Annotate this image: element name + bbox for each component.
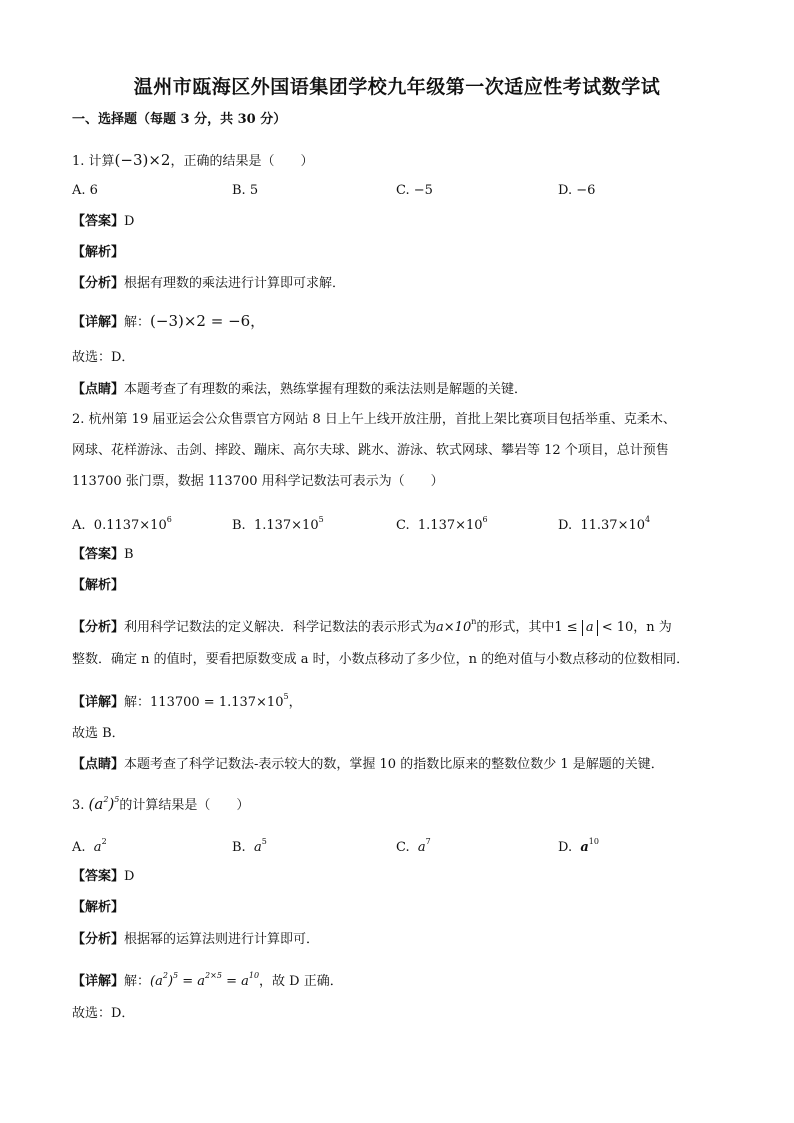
q1-fenxi: 【分析】根据有理数的乘法进行计算即可求解． xyxy=(72,276,346,291)
q3-option-b: B. $a^5$ xyxy=(232,837,267,855)
q2-detail: 【详解】解：$113700 = 1.137\times 10^5$， xyxy=(72,692,302,710)
q1-stem: 1. 计算(−3)×2，正确的结果是（ ） xyxy=(72,151,314,169)
q2-option-c: C. $1.137\times 10^6$ xyxy=(396,515,488,533)
q3-options xyxy=(72,832,732,855)
q2-option-a: A. $0.1137\times 10^6$ xyxy=(72,515,172,533)
q1-choose: 故选：D． xyxy=(72,350,135,365)
q3-choose: 故选：D． xyxy=(72,1006,135,1021)
q1-option-a: A. 6 xyxy=(72,183,98,198)
q3-option-c: C. $a^7$ xyxy=(396,837,431,855)
q2-option-b: B. $1.137\times 10^5$ xyxy=(232,515,324,533)
q3-option-a: A. $a^2$ xyxy=(72,837,107,855)
q1-answer: 【答案】D xyxy=(72,214,135,229)
q3-detail: 【详解】解：$(a^2)^5 = a^{2\times 5} = a^{10}$，故 D 正确． xyxy=(72,971,343,989)
q3-analysis-label: 【解析】 xyxy=(72,900,125,915)
q1-detail: 【详解】解：(−3)×2 = −6， xyxy=(72,312,266,330)
q3-fenxi: 【分析】根据幂的运算法则进行计算即可． xyxy=(72,932,320,947)
q1-comment: 【点睛】本题考查了有理数的乘法，熟练掌握有理数的乘法法则是解题的关键． xyxy=(72,382,528,397)
q1-option-c: C. −5 xyxy=(396,183,433,198)
q1-options xyxy=(72,181,732,201)
q2-stem-line3: 113700 张门票，数据 113700 用科学记数法可表示为（ ） xyxy=(72,474,444,489)
q3-option-d: D. $a^{10}$ xyxy=(558,837,599,855)
q2-fenxi-line1: 【分析】利用科学记数法的定义解决．科学记数法的表示形式为$a\times 10^n$的形式，其中1 ≤ a < 10，n 为 xyxy=(72,617,672,635)
q1-expression: (−3)×2 xyxy=(114,151,171,169)
q2-comment: 【点睛】本题考查了科学记数法-表示较大的数，掌握 10 的指数比原来的整数位数少 1 是解题的关键． xyxy=(72,757,664,772)
document-title: 温州市瓯海区外国语集团学校九年级第一次适应性考试数学试 xyxy=(133,76,661,98)
section-heading: 一、选择题（每题 3 分，共 30 分） xyxy=(72,112,287,127)
q2-analysis-label: 【解析】 xyxy=(72,578,125,593)
q2-fenxi-line2: 整数．确定 n 的值时，要看把原数变成 a 时，小数点移动了多少位，n 的绝对值与小数点移动的位数相同． xyxy=(72,652,690,667)
q2-choose: 故选 B． xyxy=(72,726,125,741)
q2-stem-line2: 网球、花样游泳、击剑、摔跤、蹦床、高尔夫球、跳水、游泳、软式网球、攀岩等 12 个项目，总计预售 xyxy=(72,443,669,458)
q1-option-b: B. 5 xyxy=(232,183,259,198)
q2-answer: 【答案】B xyxy=(72,547,134,562)
q1-analysis-label: 【解析】 xyxy=(72,245,125,260)
q1-option-d: D. −6 xyxy=(558,183,596,198)
q3-answer: 【答案】D xyxy=(72,869,135,884)
q2-stem-line1: 2. 杭州第 19 届亚运会公众售票官方网站 8 日上午上线开放注册，首批上架比赛项目包括举重、克柔木、 xyxy=(72,412,676,427)
q2-options xyxy=(72,510,732,533)
q3-stem: 3. $(a^2)^5$的计算结果是（ ） xyxy=(72,795,250,813)
q2-option-d: D. $11.37\times 10^4$ xyxy=(558,515,651,533)
